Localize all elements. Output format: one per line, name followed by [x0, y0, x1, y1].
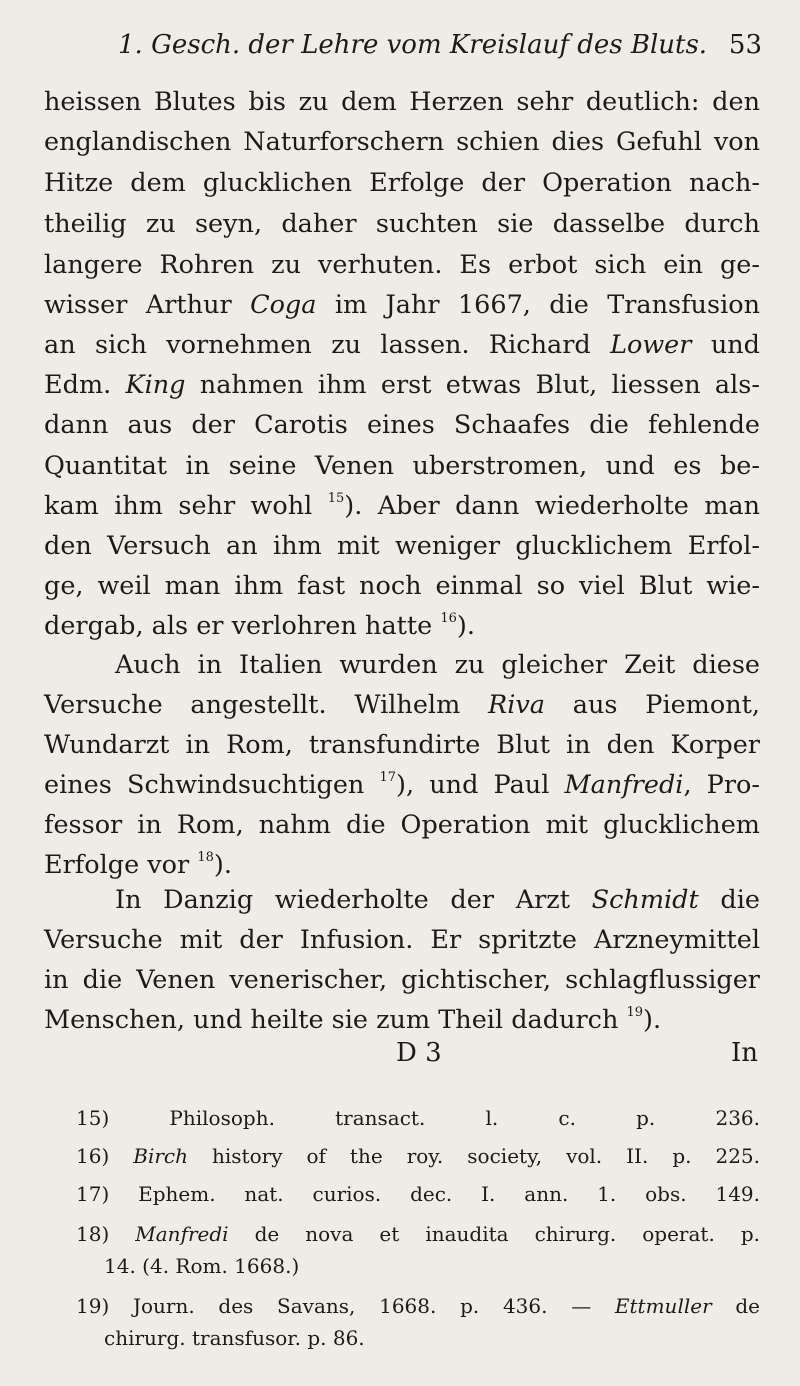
- text-line: an sich vornehmen zu lassen. Richard Lower und: [44, 330, 760, 360]
- text-line: Edm. King nahmen ihm erst etwas Blut, liessen als-: [44, 370, 760, 400]
- text-line: In Danzig wiederholte der Arzt Schmidt die: [115, 885, 760, 915]
- footnote-line: 17) Ephem. nat. curios. dec. I. ann. 1. obs. 149.: [76, 1182, 760, 1206]
- text-line: dann aus der Carotis eines Schaafes die fehlende: [44, 410, 760, 440]
- running-title: 1. Gesch. der Lehre vom Kreislauf des Bluts.: [118, 30, 708, 60]
- footnote-line: 19) Journ. des Savans, 1668. p. 436. — Ettmuller de: [76, 1294, 760, 1318]
- text-line: fessor in Rom, nahm die Operation mit glucklichem: [44, 810, 760, 840]
- text-line: ge, weil man ihm fast noch einmal so viel Blut wie-: [44, 571, 760, 601]
- footnote-line: 16) Birch history of the roy. society, vol. II. p. 225.: [76, 1144, 761, 1168]
- footnote-line: 18) Manfredi de nova et inaudita chirurg. operat. p.: [76, 1222, 760, 1246]
- footnote-ref: 19: [626, 1004, 644, 1020]
- footnote-ref: 16: [440, 610, 457, 626]
- text-line: in die Venen venerischer, gichtischer, schlagflussiger: [44, 965, 760, 995]
- text-line: langere Rohren zu verhuten. Es erbot sich ein ge-: [44, 250, 760, 280]
- text-line: den Versuch an ihm mit weniger glucklichem Erfol-: [44, 531, 760, 561]
- italic-name: King: [125, 370, 186, 400]
- footnote-ref: 18: [197, 849, 214, 865]
- footnote-line: chirurg. transfusor. p. 86.: [104, 1326, 365, 1350]
- footnote-line: 15) Philosoph. transact. l. c. p. 236.: [76, 1106, 760, 1130]
- text-line: Versuche mit der Infusion. Er spritzte Arzneymittel: [44, 925, 760, 955]
- text-line: Menschen, und heilte sie zum Theil dadurch $^{19}$).: [44, 1004, 662, 1035]
- footnote-ref: 17: [379, 769, 397, 785]
- text-line: eines Schwindsuchtigen $^{17}$), und Paul Manfredi, Pro-: [44, 769, 761, 800]
- catchword: In: [730, 1038, 758, 1068]
- text-line: wisser Arthur Coga im Jahr 1667, die Transfusion: [44, 290, 760, 320]
- italic-name: Lower: [610, 330, 692, 360]
- text-line: kam ihm sehr wohl $^{15}$). Aber dann wiederholte man: [44, 490, 760, 521]
- page-number: 53: [728, 30, 762, 60]
- italic-name: Manfredi: [564, 770, 684, 800]
- text-line: Erfolge vor $^{18}$).: [44, 849, 232, 880]
- signature-mark: D 3: [396, 1038, 442, 1068]
- italic-name: Coga: [250, 290, 317, 320]
- text-line: Wundarzt in Rom, transfundirte Blut in den Korper: [44, 730, 760, 760]
- italic-name: Riva: [488, 690, 546, 720]
- text-line: englandischen Naturforschern schien dies Gefuhl von: [44, 127, 760, 157]
- text-line: dergab, als er verlohren hatte $^{16}$).: [44, 610, 475, 641]
- footnote-ref: 15: [327, 490, 345, 506]
- text-line: Versuche angestellt. Wilhelm Riva aus Piemont,: [44, 690, 760, 720]
- text-line: Quantitat in seine Venen uberstromen, und es be-: [44, 451, 760, 481]
- italic-name: Schmidt: [591, 885, 699, 915]
- italic-name: Manfredi: [135, 1222, 229, 1246]
- italic-name: Ettmuller: [614, 1294, 712, 1318]
- text-line: heissen Blutes bis zu dem Herzen sehr deutlich: den: [44, 87, 760, 117]
- text-line: theilig zu seyn, daher suchten sie dasselbe durch: [44, 209, 760, 239]
- running-header: [118, 30, 762, 70]
- text-line: Auch in Italien wurden zu gleicher Zeit diese: [115, 650, 760, 680]
- footnote-line: 14. (4. Rom. 1668.): [104, 1254, 300, 1278]
- text-line: Hitze dem glucklichen Erfolge der Operation nach-: [44, 168, 760, 198]
- italic-name: Birch: [133, 1144, 189, 1168]
